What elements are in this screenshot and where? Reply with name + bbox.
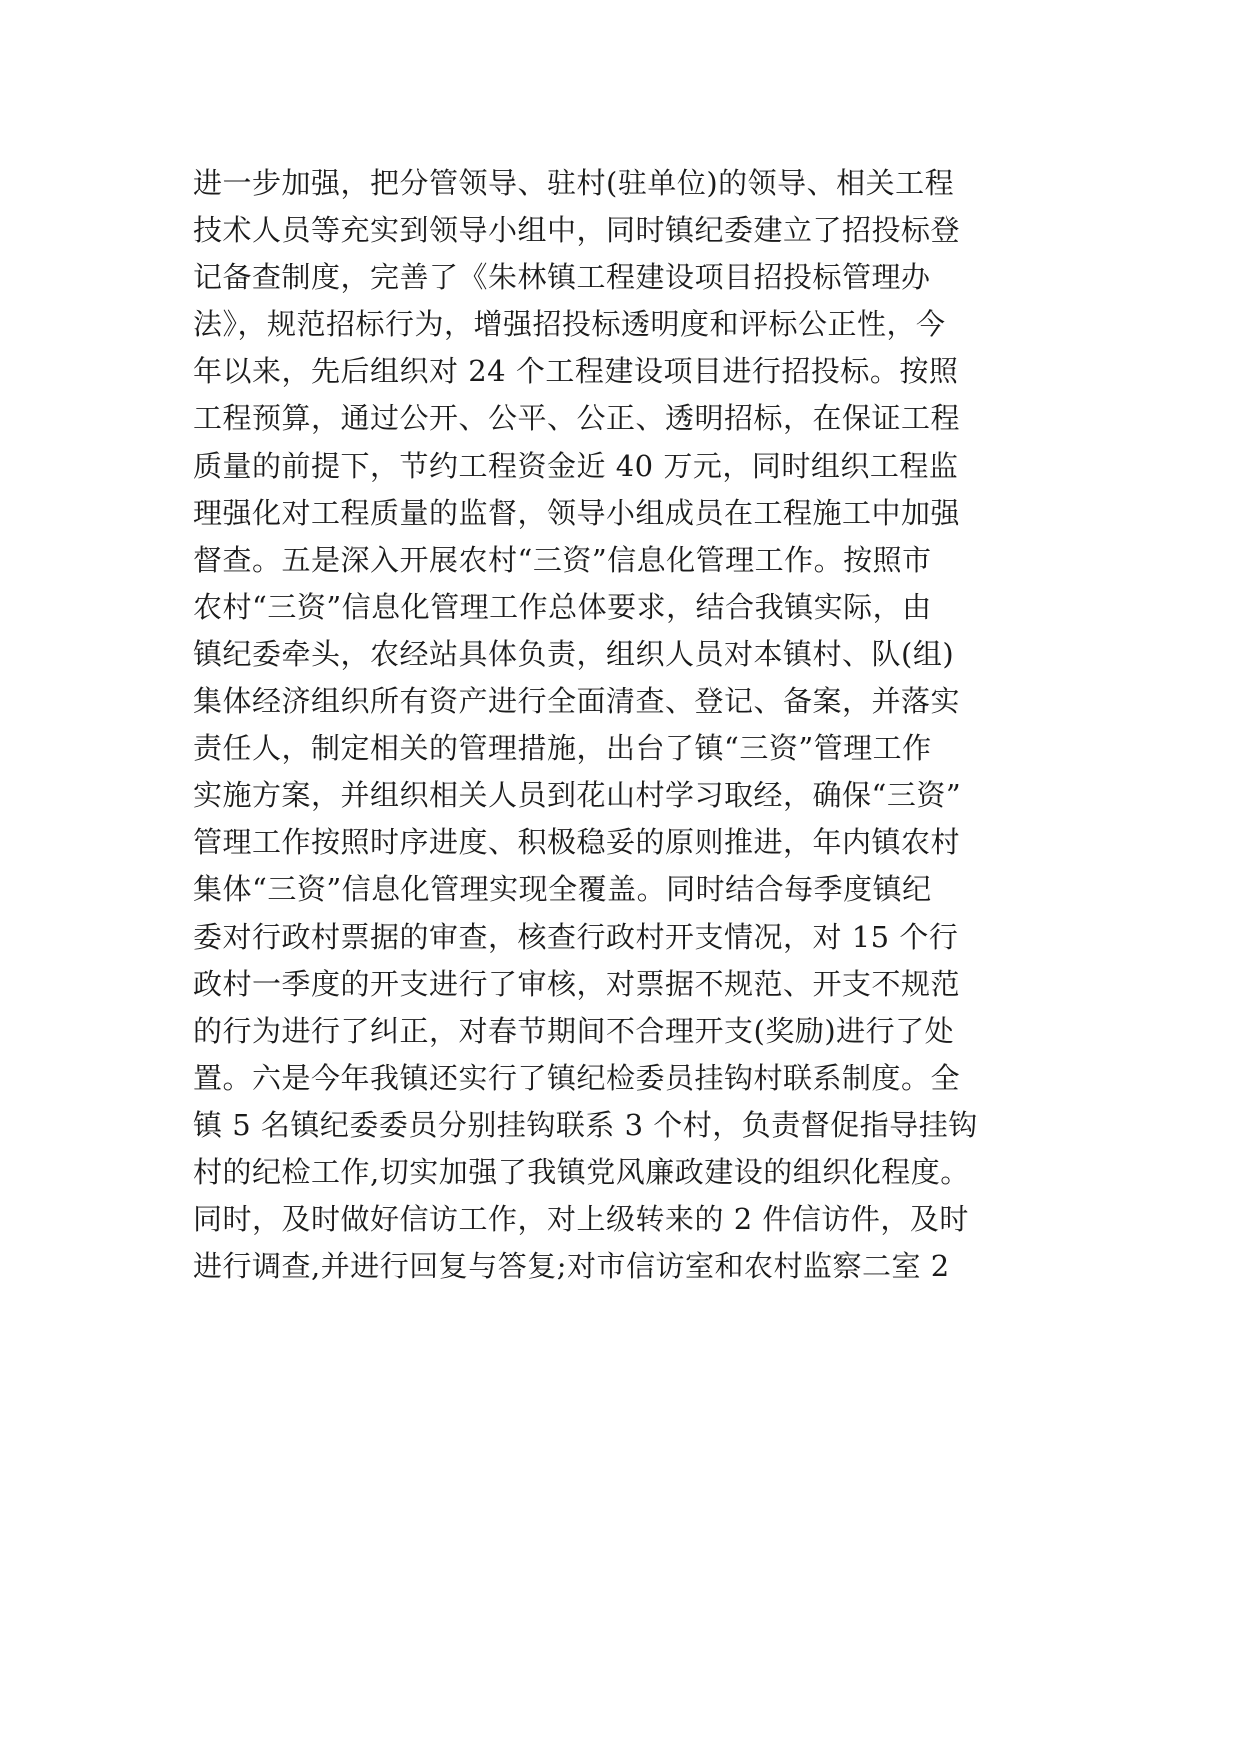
text-line: 进一步加强，把分管领导、驻村(驻单位)的领导、相关工程 [193,166,955,200]
text-line: 实施方案，并组织相关人员到花山村学习取经，确保“三资” [193,778,962,813]
text-line: 年以来，先后组织对 24 个工程建设项目进行招投标。按照 [193,354,959,389]
text-line: 镇纪委牵头，农经站具体负责，组织人员对本镇村、队(组) [193,636,955,671]
text-line: 的行为进行了纠正，对春节期间不合理开支(奖励)进行了处 [193,1013,955,1048]
body-text [193,160,1073,1290]
text-line: 技术人员等充实到领导小组中，同时镇纪委建立了招投标登 [193,213,961,248]
text-line: 进行调查,并进行回复与答复;对市信访室和农村监察二室 2 [193,1249,950,1284]
text-line: 置。六是今年我镇还实行了镇纪检委员挂钩村联系制度。全 [193,1060,961,1095]
text-line: 记备查制度，完善了《朱林镇工程建设项目招投标管理办 [193,260,931,295]
text-line: 农村“三资”信息化管理工作总体要求，结合我镇实际，由 [193,589,932,624]
text-line: 责任人，制定相关的管理措施，出台了镇“三资”管理工作 [193,731,932,766]
text-line: 镇 5 名镇纪委委员分别挂钩联系 3 个村，负责督促指导挂钩 [193,1107,978,1142]
text-line: 管理工作按照时序进度、积极稳妥的原则推进，年内镇农村 [193,825,961,860]
text-line: 委对行政村票据的审查，核查行政村开支情况，对 15 个行 [193,919,959,954]
text-line: 理强化对工程质量的监督，领导小组成员在工程施工中加强 [193,495,961,530]
text-line: 工程预算，通过公开、公平、公正、透明招标，在保证工程 [193,401,961,436]
text-line: 质量的前提下，节约工程资金近 40 万元，同时组织工程监 [193,448,959,483]
text-line: 政村一季度的开支进行了审核，对票据不规范、开支不规范 [193,966,961,1001]
text-line: 法》，规范招标行为，增强招投标透明度和评标公正性，今 [193,307,946,342]
text-line: 村的纪检工作,切实加强了我镇党风廉政建设的组织化程度。 [193,1154,970,1189]
text-line: 督查。五是深入开展农村“三资”信息化管理工作。按照市 [193,542,932,577]
text-line: 集体“三资”信息化管理实现全覆盖。同时结合每季度镇纪 [193,872,932,907]
text-line: 同时，及时做好信访工作，对上级转来的 2 件信访件，及时 [193,1202,969,1237]
text-line: 集体经济组织所有资产进行全面清查、登记、备案，并落实 [193,684,961,719]
